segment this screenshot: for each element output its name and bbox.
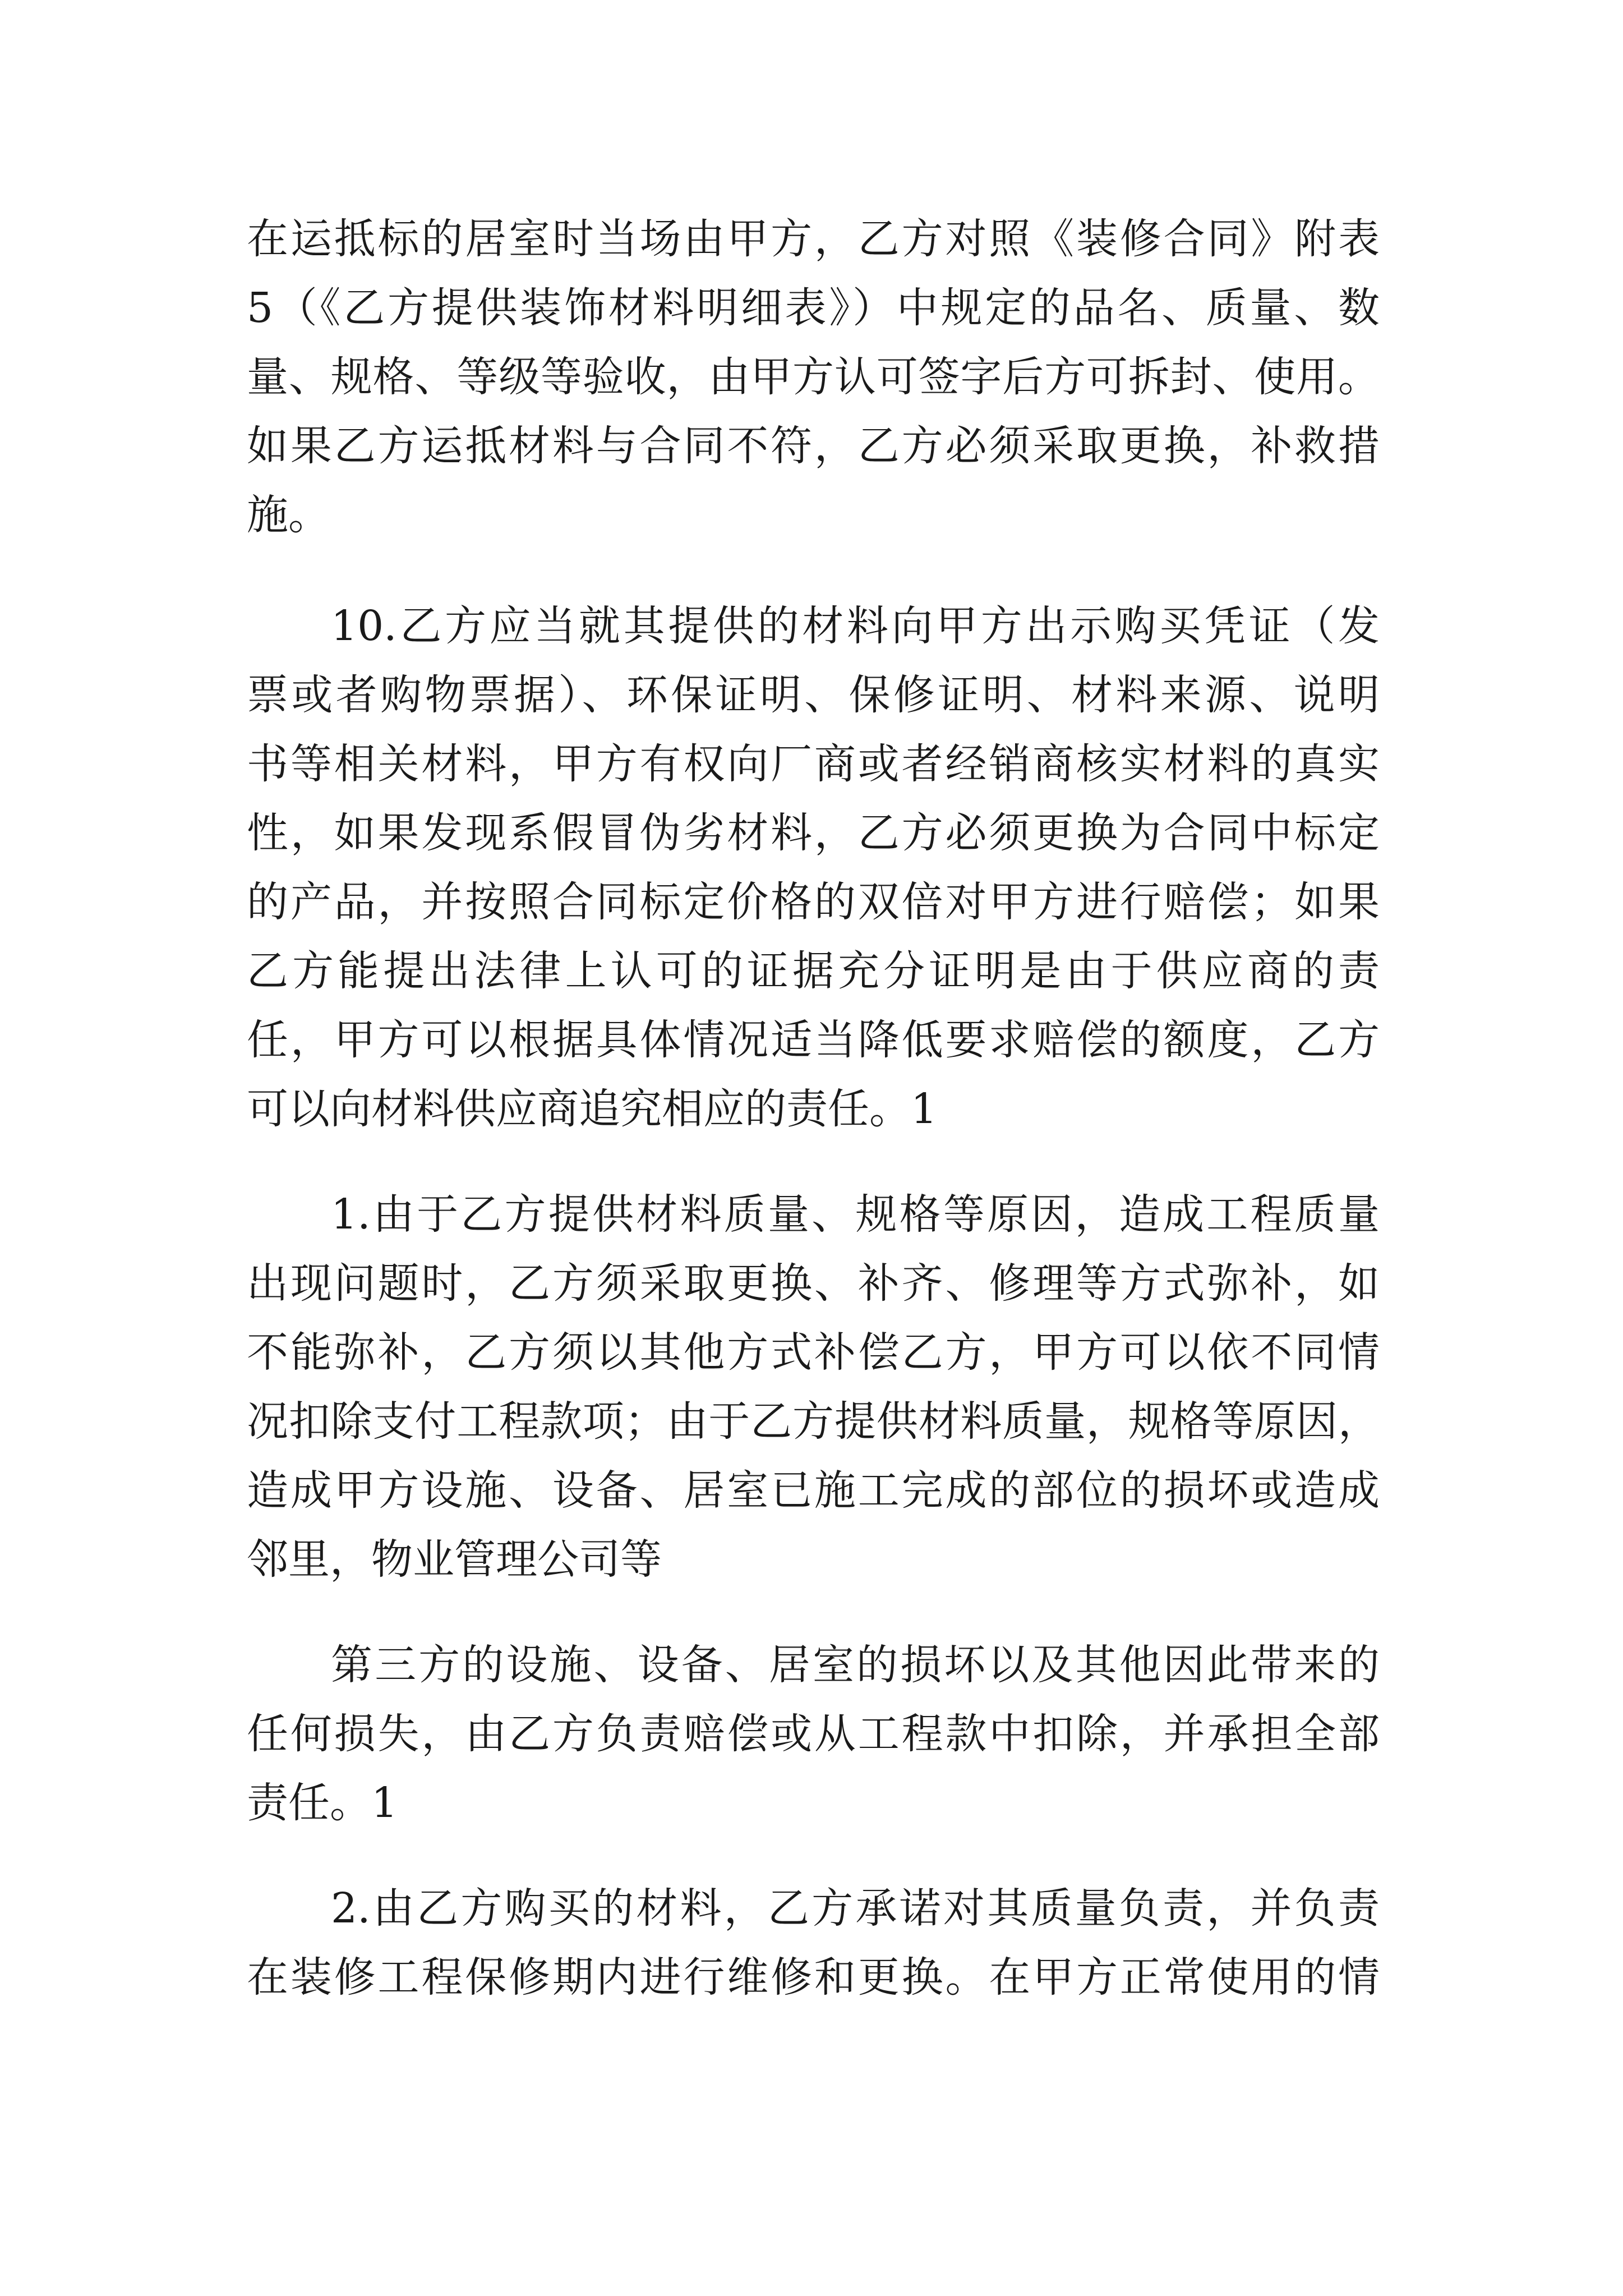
text-line: 乙方能提出法律上认可的证据充分证明是由于供应商的责	[247, 947, 1380, 995]
text-line: 5（《乙方提供装饰材料明细表》）中规定的品名、质量、数	[247, 284, 1380, 332]
text-line: 任何损失，由乙方负责赔偿或从工程款中扣除，并承担全部	[247, 1710, 1380, 1758]
text-line: 在装修工程保修期内进行维修和更换。在甲方正常使用的情	[247, 1953, 1380, 2001]
text-line: 造成甲方设施、设备、居室已施工完成的部位的损坏或造成	[247, 1466, 1380, 1515]
text-line: 不能弥补，乙方须以其他方式补偿乙方，甲方可以依不同情	[247, 1328, 1380, 1377]
text-line: 如果乙方运抵材料与合同不符，乙方必须采取更换，补救措	[247, 422, 1380, 470]
text-line: 施。	[247, 491, 330, 539]
paragraph-first-line: 第三方的设施、设备、居室的损坏以及其他因此带来的	[331, 1641, 1380, 1689]
paragraph-first-line: 10.乙方应当就其提供的材料向甲方出示购买凭证（发	[331, 602, 1380, 650]
paragraph-first-line: 2.由乙方购买的材料，乙方承诺对其质量负责，并负责	[331, 1884, 1380, 1932]
text-line: 性，如果发现系假冒伪劣材料，乙方必须更换为合同中标定	[247, 809, 1380, 857]
text-line: 可以向材料供应商追究相应的责任。1	[247, 1085, 938, 1133]
text-line: 出现问题时，乙方须采取更换、补齐、修理等方式弥补，如	[247, 1259, 1380, 1308]
text-line: 责任。1	[247, 1779, 398, 1827]
text-line: 在运抵标的居室时当场由甲方，乙方对照《装修合同》附表	[247, 215, 1380, 263]
text-line: 的产品，并按照合同标定价格的双倍对甲方进行赔偿；如果	[247, 878, 1380, 926]
text-line: 票或者购物票据）、环保证明、保修证明、材料来源、说明	[247, 671, 1380, 719]
text-line: 量、规格、等级等验收，由甲方认可签字后方可拆封、使用。	[247, 353, 1380, 401]
text-line: 任，甲方可以根据具体情况适当降低要求赔偿的额度，乙方	[247, 1016, 1380, 1064]
text-line: 况扣除支付工程款项；由于乙方提供材料质量，规格等原因，	[247, 1397, 1380, 1446]
text-line: 书等相关材料，甲方有权向厂商或者经销商核实材料的真实	[247, 740, 1380, 788]
paragraph-first-line: 1.由于乙方提供材料质量、规格等原因，造成工程质量	[331, 1190, 1380, 1239]
text-line: 邻里，物业管理公司等	[247, 1535, 662, 1584]
